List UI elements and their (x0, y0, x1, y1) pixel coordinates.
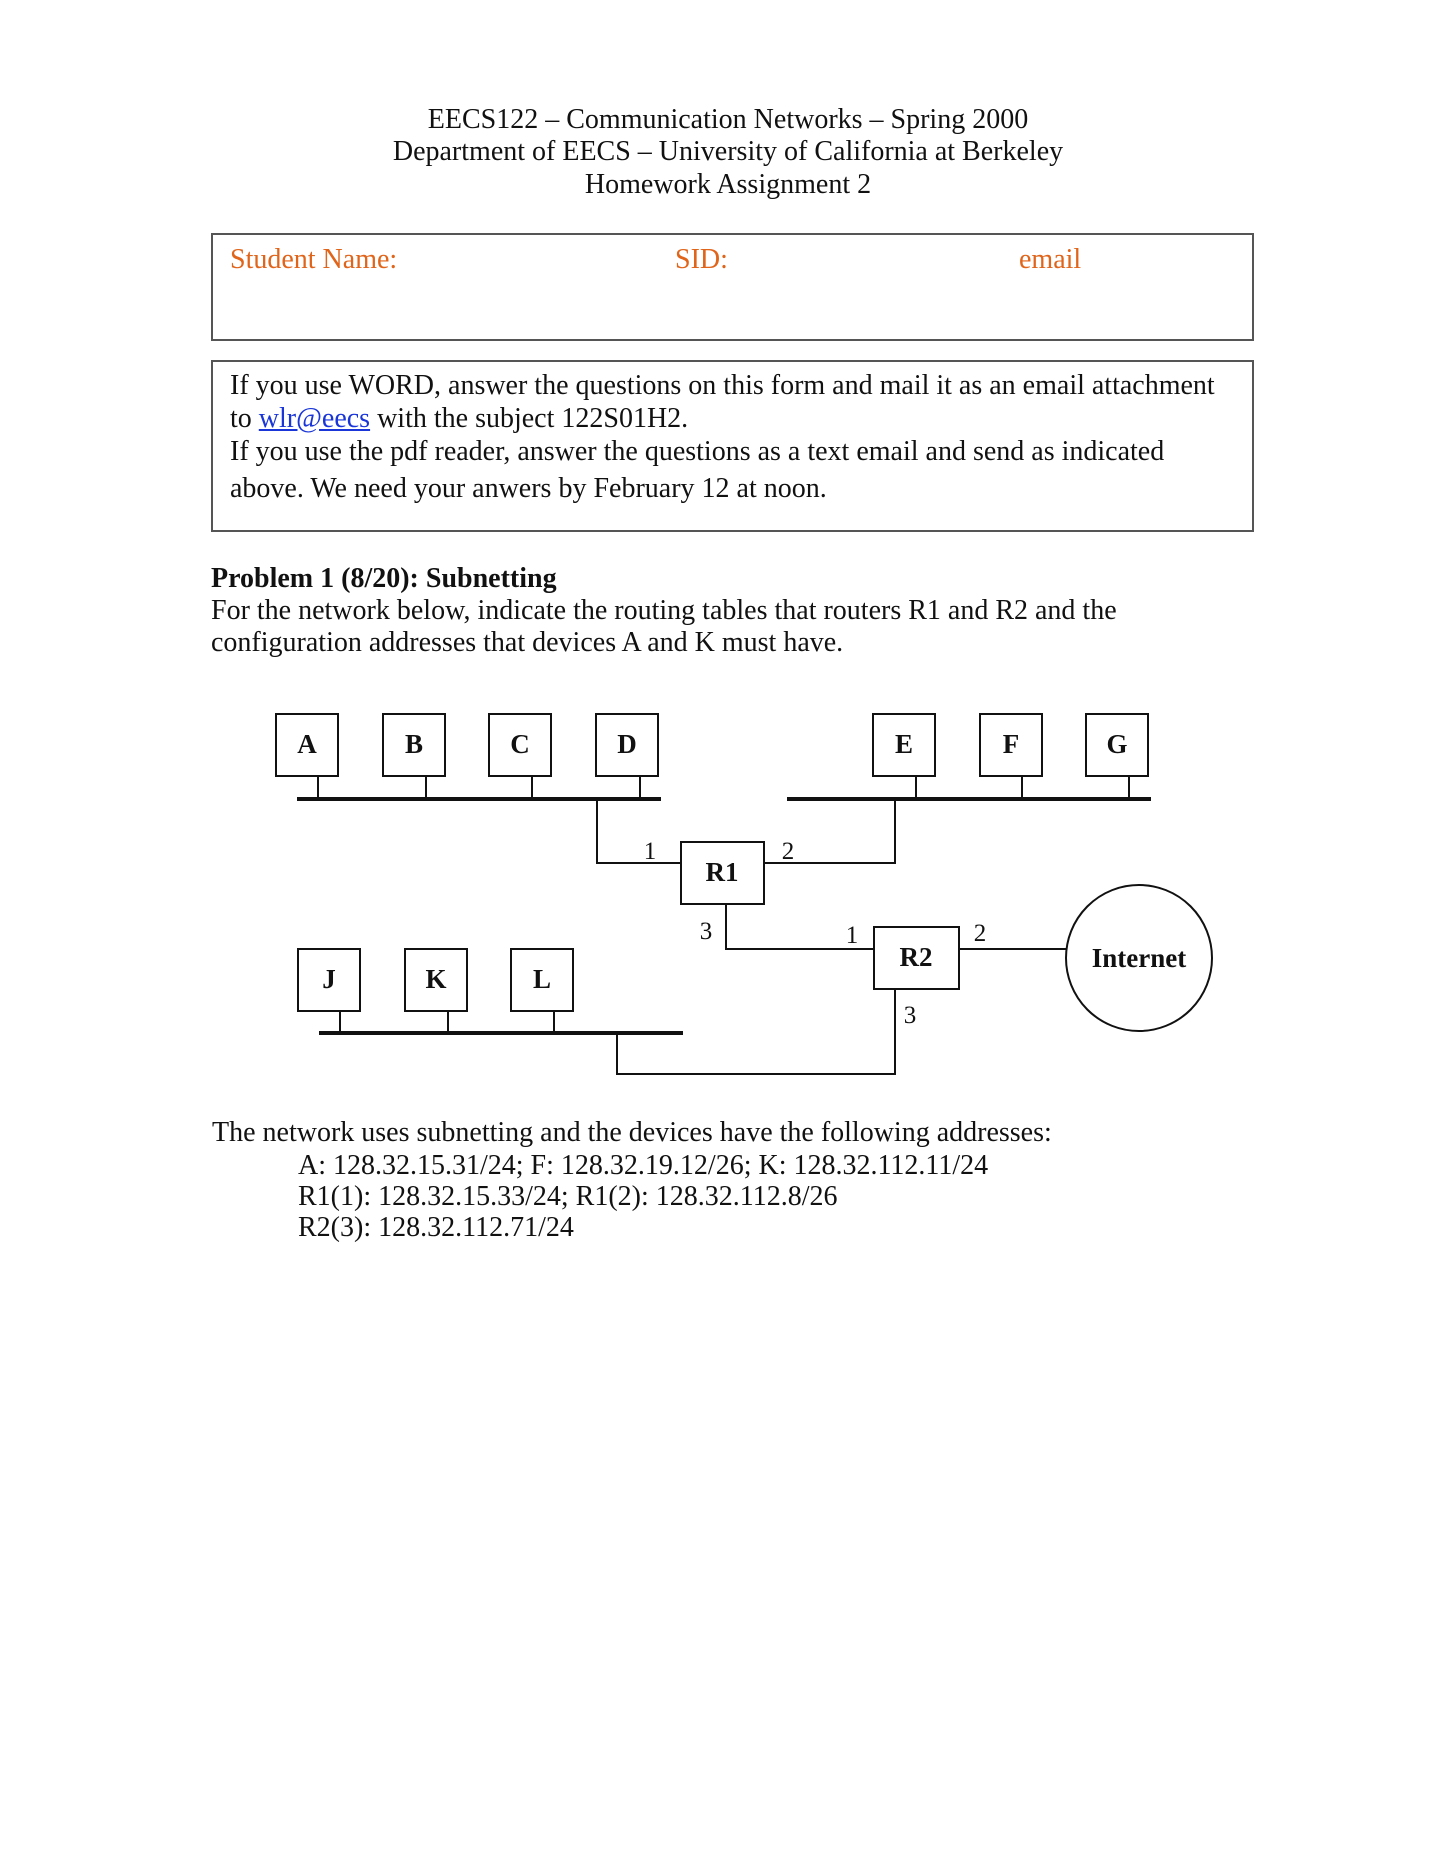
addresses-line-3: R2(3): 128.32.112.71/24 (298, 1212, 574, 1243)
instructions-line-1: If you use WORD, answer the questions on this form and mail it as an email attachment (230, 370, 1215, 401)
student-name-label: Student Name: (230, 244, 398, 275)
host-k-label: K (425, 964, 447, 994)
problem-1-desc-line-1: For the network below, indicate the routing tables that routers R1 and R2 and the (211, 595, 1117, 626)
r2-port-3-label: 3 (903, 1002, 917, 1029)
link-bus1-r1 (597, 798, 681, 863)
host-d-label: D (617, 729, 637, 759)
problem-1-title: Problem 1 (8/20): Subnetting (211, 563, 557, 594)
internet-label: Internet (1091, 943, 1187, 973)
assignment-title: Homework Assignment 2 (584, 169, 872, 200)
host-a-label: A (297, 729, 317, 759)
instructions-line-4: above. We need your anwers by February 12 at noon. (230, 473, 827, 504)
host-j-label: J (322, 964, 336, 994)
email-link[interactable]: wlr@eecs (258, 403, 371, 434)
router-r2-label: R2 (899, 942, 933, 972)
r2-port-2-label: 2 (973, 920, 987, 947)
r1-port-3-label: 3 (699, 918, 713, 945)
course-title: EECS122 – Communication Networks – Spring 2000 (427, 104, 1029, 135)
router-r1-label: R1 (705, 857, 739, 887)
sid-label: SID: (675, 244, 728, 275)
host-f-label: F (1002, 729, 1020, 759)
r1-port-1-label: 1 (643, 838, 657, 865)
department-line: Department of EECS – University of California at Berkeley (392, 136, 1064, 167)
host-c-label: C (510, 729, 530, 759)
addresses-line-1: A: 128.32.15.31/24; F: 128.32.19.12/26; K: 128.32.112.11/24 (298, 1150, 989, 1181)
instructions-line-2-prefix: to (230, 403, 259, 434)
instructions-line-2-suffix: with the subject 122S01H2. (370, 403, 689, 434)
addresses-intro: The network uses subnetting and the devices have the following addresses: (212, 1117, 1052, 1148)
host-b-label: B (404, 729, 424, 759)
problem-1-desc-line-2: configuration addresses that devices A and K must have. (211, 627, 844, 658)
r1-port-2-label: 2 (781, 838, 795, 865)
addresses-line-2: R1(1): 128.32.15.33/24; R1(2): 128.32.112.8/26 (298, 1181, 838, 1212)
host-e-label: E (894, 729, 914, 759)
host-g-label: G (1106, 729, 1128, 759)
email-label: email (1019, 244, 1082, 275)
instructions-line-3: If you use the pdf reader, answer the questions as a text email and send as indicated (230, 436, 1165, 467)
r2-port-1-label: 1 (845, 922, 859, 949)
host-l-label: L (532, 964, 552, 994)
